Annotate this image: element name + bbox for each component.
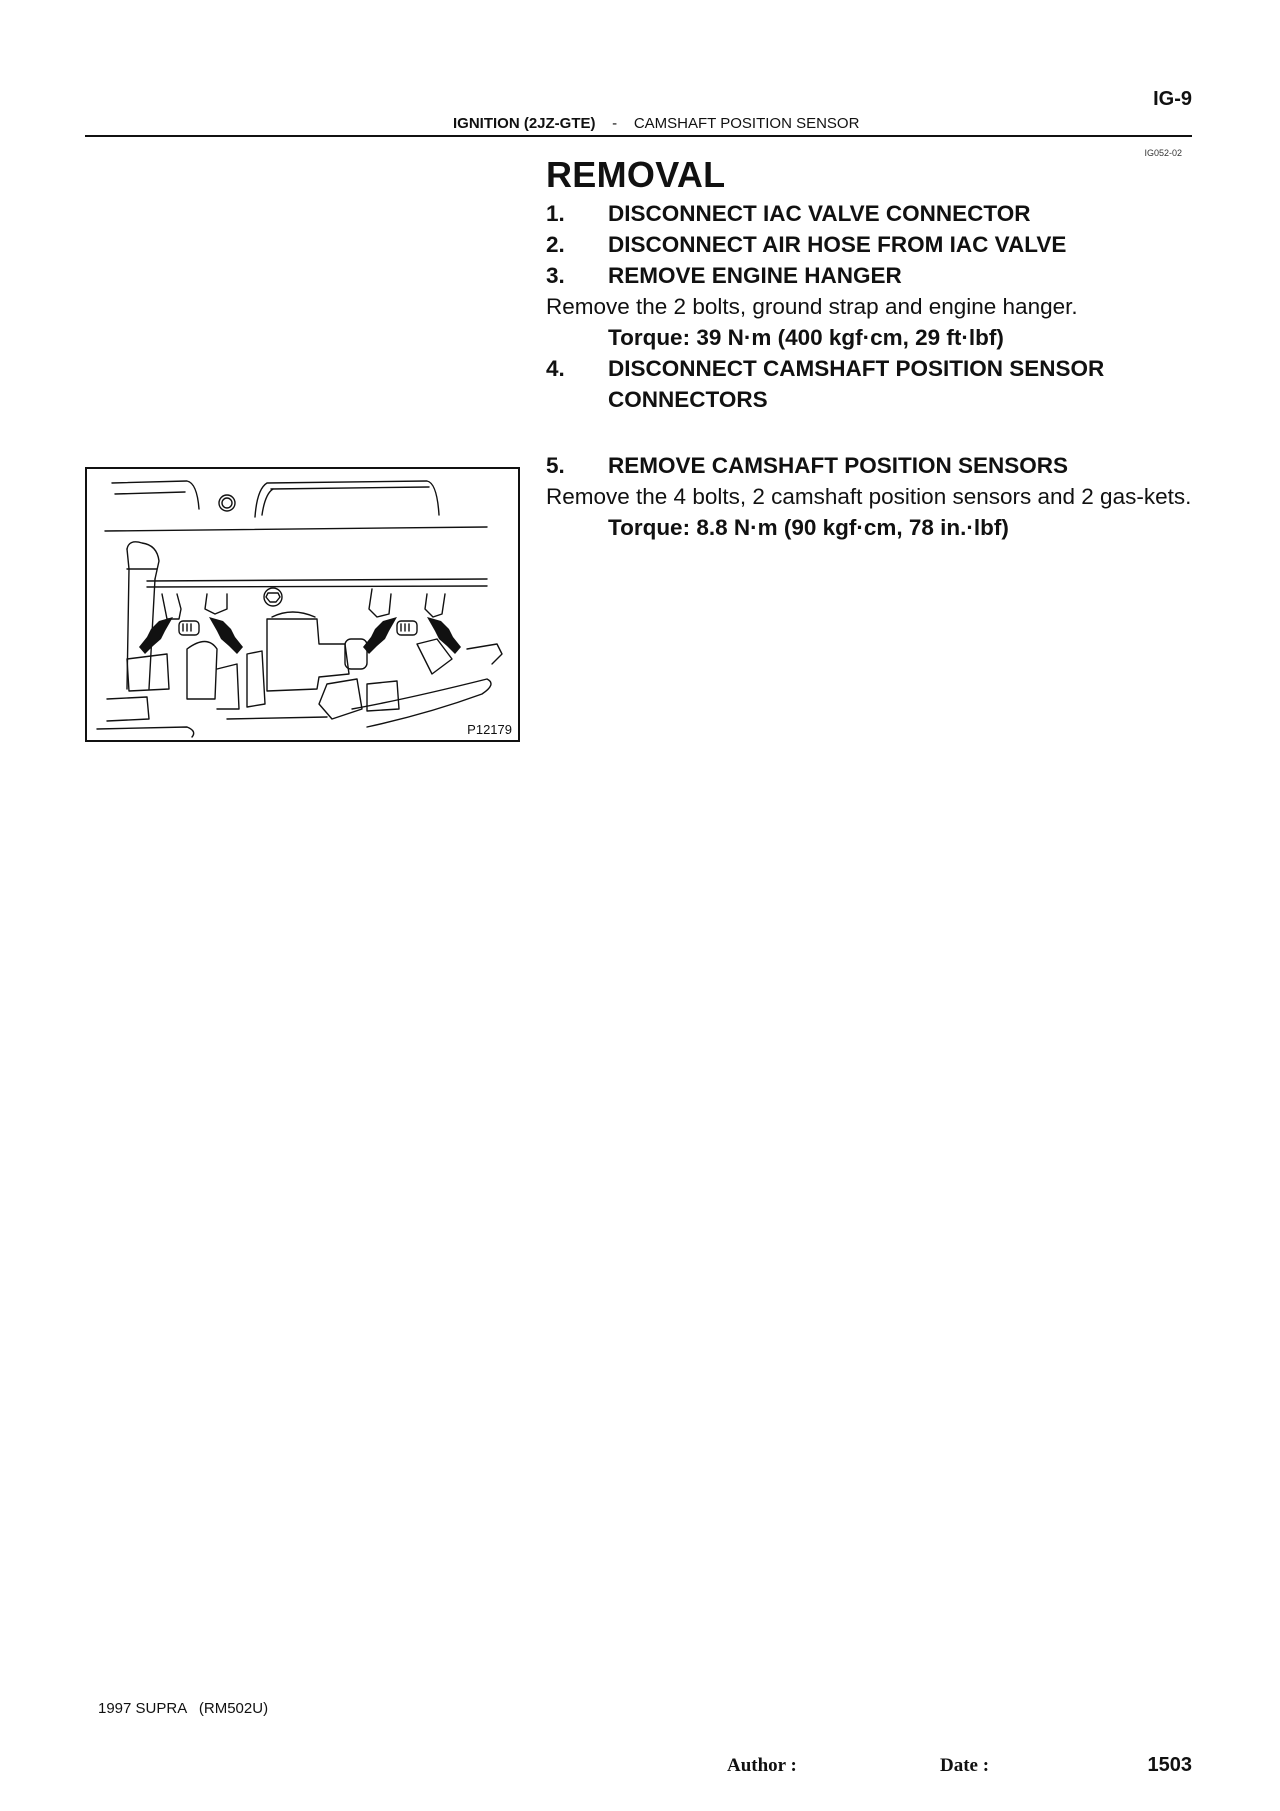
step-3-instruction: Remove the 2 bolts, ground strap and engine hanger. [546, 294, 1078, 319]
section-heading: REMOVAL [546, 154, 726, 195]
page-code: IG-9 [1153, 88, 1192, 110]
step-number: 2. [546, 232, 565, 257]
step-number: 4. [546, 356, 565, 381]
page-number: 1503 [1147, 1754, 1192, 1776]
figure-code: P12179 [467, 722, 512, 737]
doc-id: IG052-02 [1144, 148, 1182, 158]
header-rule [85, 135, 1192, 137]
step-number: 5. [546, 453, 565, 478]
vehicle-model: 1997 SUPRA (RM502U) [98, 1700, 269, 1717]
step-number: 3. [546, 263, 565, 288]
step-label: REMOVE CAMSHAFT POSITION SENSORS [608, 453, 1069, 478]
step-label: REMOVE ENGINE HANGER [608, 263, 902, 288]
author-label: Author : [727, 1755, 797, 1776]
step-number: 1. [546, 201, 565, 226]
section-name: IGNITION (2JZ-GTE) [453, 115, 596, 132]
step-4 [546, 353, 1206, 415]
step-5-torque-spec: Torque: 8.8 N·m (90 kgf·cm, 78 in.·lbf) [608, 515, 1009, 540]
step-2 [546, 229, 1206, 260]
step-5 [546, 450, 1206, 481]
engine-line-drawing-icon [87, 469, 518, 740]
step-label: DISCONNECT CAMSHAFT POSITION SENSOR CONNECTORS [608, 356, 1105, 412]
step-5-instruction: Remove the 4 bolts, 2 camshaft position sensors and 2 gas-kets. [546, 484, 1192, 509]
step-label: DISCONNECT IAC VALVE CONNECTOR [608, 201, 1031, 226]
date-label: Date : [940, 1755, 990, 1776]
step-1 [546, 198, 1206, 229]
step-3 [546, 260, 1206, 291]
header-title [453, 115, 859, 132]
topic-name: CAMSHAFT POSITION SENSOR [633, 115, 860, 132]
engine-illustration [85, 467, 520, 742]
step-label: DISCONNECT AIR HOSE FROM IAC VALVE [608, 232, 1067, 257]
spacer [546, 415, 1206, 450]
procedure-content [546, 152, 1206, 543]
header-separator: - [612, 115, 618, 132]
step-3-torque-spec: Torque: 39 N·m (400 kgf·cm, 29 ft·lbf) [608, 325, 1004, 350]
